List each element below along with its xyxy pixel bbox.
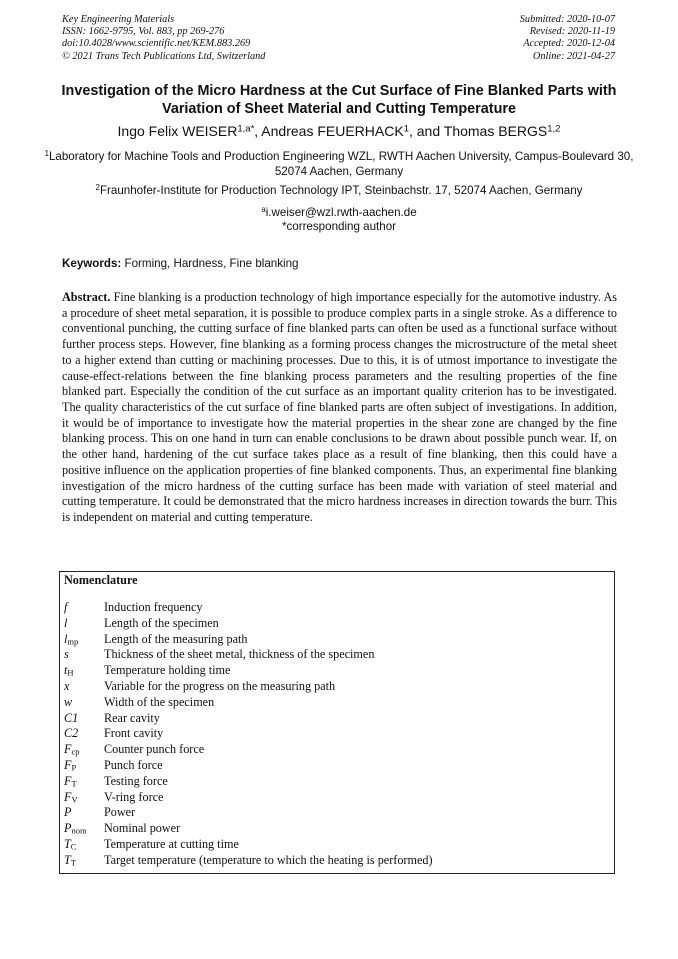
nomenclature-description: V-ring force <box>104 789 164 804</box>
nomenclature-description: Testing force <box>104 773 168 788</box>
nomenclature-symbol: w <box>64 694 73 709</box>
nomenclature-row <box>64 774 604 790</box>
nomenclature-symbol: $F_{cp}$ <box>64 742 80 757</box>
nomenclature-symbol: $F_T$ <box>64 773 77 789</box>
contact-info <box>40 206 638 235</box>
nomenclature-description: Power <box>104 805 136 820</box>
nomenclature-description: Induction frequency <box>104 600 203 614</box>
nomenclature-symbol: $F_P$ <box>64 757 77 773</box>
nomenclature-symbol: P <box>64 805 72 820</box>
nomenclature-symbol: $F_V$ <box>64 789 78 805</box>
author-separator: , <box>254 123 262 139</box>
corresponding-author-note: *corresponding author <box>281 220 397 234</box>
keywords <box>62 256 299 271</box>
journal-copyright: © 2021 Trans Tech Publications Ltd, Switzerland <box>62 50 266 62</box>
nomenclature-row <box>64 790 604 806</box>
author-name: Andreas FEUERHACK <box>261 123 404 139</box>
nomenclature-description: Rear cavity <box>104 710 160 725</box>
nomenclature-symbol: f <box>64 600 68 614</box>
nomenclature-description: Target temperature (temperature to which the heating is performed) <box>104 852 433 867</box>
nomenclature-row <box>64 837 604 853</box>
nomenclature-description: Temperature holding time <box>104 663 231 678</box>
nomenclature-description: Thickness of the sheet metal, thickness of the specimen <box>104 647 375 662</box>
author-email[interactable]: i.weiser@wzl.rwth-aachen.de <box>265 206 417 219</box>
nomenclature-description: Length of the specimen <box>104 615 219 630</box>
journal-info <box>62 14 265 63</box>
nomenclature-description: Punch force <box>104 757 163 772</box>
date-submitted: Submitted: 2020-10-07 <box>519 14 615 25</box>
affiliation-superscript: 1 <box>44 149 49 159</box>
nomenclature-symbol: $T_T$ <box>64 852 76 868</box>
nomenclature-symbol: l <box>64 615 68 630</box>
affiliation-2 <box>40 184 638 199</box>
affiliation-text: Laboratory for Machine Tools and Production Engineering WZL, RWTH Aachen University, Campus-Boulevard 30, 52074 Aachen, Germany <box>48 150 634 178</box>
journal-issn: ISSN: 1662-9795, Vol. 883, pp 269-276 <box>62 26 225 38</box>
nomenclature-heading: Nomenclature <box>64 573 138 587</box>
nomenclature-description: Variable for the progress on the measuring path <box>104 678 336 693</box>
nomenclature-description: Front cavity <box>104 726 164 741</box>
nomenclature-row <box>64 663 604 679</box>
nomenclature-description: Length of the measuring path <box>104 631 248 646</box>
nomenclature-symbol: C2 <box>64 726 79 741</box>
nomenclature-list <box>64 600 604 869</box>
author-list <box>30 122 648 140</box>
nomenclature-row <box>64 711 604 727</box>
nomenclature-description: Temperature at cutting time <box>104 836 239 851</box>
nomenclature-symbol: x <box>64 678 70 693</box>
affiliation-superscript: 2 <box>95 183 100 193</box>
nomenclature-row <box>64 600 604 616</box>
email-superscript: a <box>261 205 266 215</box>
date-online: Online: 2021-04-27 <box>532 50 615 62</box>
nomenclature-row <box>64 647 604 663</box>
nomenclature-symbol: C1 <box>64 710 79 725</box>
journal-name: Key Engineering Materials <box>62 14 175 25</box>
author-superscript: 1,2 <box>547 123 561 135</box>
affiliation-1 <box>40 150 638 180</box>
nomenclature-row <box>64 853 604 869</box>
author-name: Thomas BERGS <box>443 123 548 139</box>
keywords-text: Forming, Hardness, Fine blanking <box>124 257 299 270</box>
paper-title: Investigation of the Micro Hardness at the Cut Surface of Fine Blanked Parts with Variation of Sheet Material and Cutting Temperature <box>61 83 617 117</box>
date-revised: Revised: 2020-11-19 <box>529 26 615 38</box>
nomenclature-row <box>64 821 604 837</box>
nomenclature-row <box>64 679 604 695</box>
nomenclature-description: Nominal power <box>104 821 181 836</box>
nomenclature-row <box>64 695 604 711</box>
nomenclature-symbol: $P_{nom}$ <box>64 821 87 836</box>
submission-dates <box>520 14 615 63</box>
nomenclature-description: Width of the specimen <box>104 694 215 709</box>
abstract-text: Fine blanking is a production technology of high importance especially for the automotive industry. As a procedure of sheet metal separation, it is possible to produce complex parts in a single stroke. As a difference to conventional punching, the cutting surface of fine blanked parts can often be used as a functional surface without further process steps. However, fine blanking as a forming process changes the microstructure of the metal sheet to a higher extend than cutting or machining processes. Due to this, it is of utmost importance to investigate the cause-effect-relations between the fine blanking process parameters and the resulting properties of the fine blanked part. Especially the condition of the cut surface as an important quality criterion has to be investigated. The quality characteristics of the cut surface of fine blanked parts are often subject of investigations. In addition, it would be of importance to investigate how the material properties in the shear zone are changed by the fine blanking process. This on one hand in turn can enable conclusions to be drawn about possible punch wear. If, on the other hand, hardening of the cut surface takes place as a result of fine blanking, then this could have a positive influence on the application properties of fine blanked components. Thus, an experimental fine blanking investigation of the micro hardness of the cutting surface has been made with variation of steel material and cutting temperature. It could be demonstrated that the micro hardness increases in direction towards the burr. This is independent on material and cutting temperature. <box>62 290 618 525</box>
nomenclature-row <box>64 805 604 821</box>
nomenclature-row <box>64 632 604 648</box>
abstract <box>62 290 617 526</box>
author-separator: , and <box>408 123 444 139</box>
nomenclature-description: Counter punch force <box>104 742 205 757</box>
nomenclature-row <box>64 742 604 758</box>
journal-doi[interactable]: doi:10.4028/www.scientific.net/KEM.883.269 <box>62 38 251 50</box>
nomenclature-symbol: $l_{mp}$ <box>64 631 79 647</box>
nomenclature-row <box>64 758 604 774</box>
author-superscript: 1,a* <box>237 123 255 135</box>
abstract-label: Abstract. <box>62 290 111 304</box>
date-accepted: Accepted: 2020-12-04 <box>523 38 615 50</box>
nomenclature-symbol: $T_C$ <box>64 836 77 852</box>
nomenclature-row <box>64 726 604 742</box>
nomenclature-symbol: s <box>64 647 69 662</box>
affiliation-text: Fraunhofer-Institute for Production Technology IPT, Steinbachstr. 17, 52074 Aachen, Germany <box>99 184 583 197</box>
author-name: Ingo Felix WEISER <box>117 123 238 139</box>
nomenclature-row <box>64 616 604 632</box>
keywords-label: Keywords: <box>62 257 122 270</box>
nomenclature-symbol: $t_H$ <box>64 663 74 678</box>
author-superscript: 1 <box>403 123 409 135</box>
nomenclature-box <box>59 571 615 874</box>
